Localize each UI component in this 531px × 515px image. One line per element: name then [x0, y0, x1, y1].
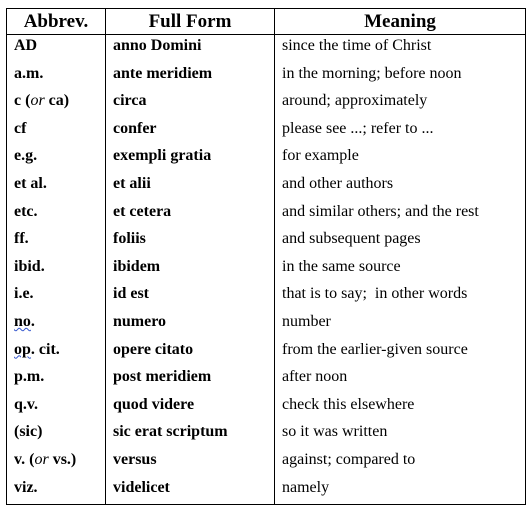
table-row [7, 145, 526, 173]
full-form-cell: id est [106, 283, 275, 311]
table-row [7, 421, 526, 449]
meaning-cell: around; approximately [275, 90, 526, 118]
table-row [7, 366, 526, 394]
full-form-cell: sic erat scriptum [106, 421, 275, 449]
abbrev-cell: viz. [7, 477, 106, 505]
abbrev-part: . cit. [30, 340, 60, 358]
spellcheck-underlined-text: no [14, 312, 31, 330]
full-form-cell: videlicet [106, 477, 275, 505]
full-form-cell: post meridiem [106, 366, 275, 394]
full-form-cell: confer [106, 118, 275, 146]
abbrev-part: ca) [44, 92, 70, 110]
table-row [7, 477, 526, 505]
abbrev-cell: a.m. [7, 63, 106, 91]
abbrev-cell: i.e. [7, 283, 106, 311]
full-form-cell: circa [106, 90, 275, 118]
meaning-cell: and other authors [275, 173, 526, 201]
meaning-cell: in the morning; before noon [275, 63, 526, 91]
header-abbrev: Abbrev. [7, 9, 106, 35]
abbrev-part: vs.) [48, 450, 77, 468]
abbrev-cell [7, 90, 106, 118]
abbrev-cell: etc. [7, 201, 106, 229]
table-row [7, 256, 526, 284]
table-row [7, 228, 526, 256]
table-row [7, 201, 526, 229]
meaning-cell: for example [275, 145, 526, 173]
abbreviations-table-container [6, 8, 525, 508]
table-row [7, 63, 526, 91]
header-full-form: Full Form [106, 9, 275, 35]
meaning-cell: in the same source [275, 256, 526, 284]
meaning-cell: against; compared to [275, 449, 526, 477]
abbrev-or-italic: or [30, 92, 45, 110]
abbrev-cell: AD [7, 35, 106, 63]
abbrev-cell: (sic) [7, 421, 106, 449]
abbrev-part: c ( [14, 92, 31, 110]
meaning-cell: since the time of Christ [275, 35, 526, 63]
abbrev-cell [7, 339, 106, 367]
full-form-cell: quod videre [106, 394, 275, 422]
abbrev-part: . [30, 312, 35, 330]
full-form-cell: numero [106, 311, 275, 339]
table-row [7, 311, 526, 339]
meaning-cell: that is to say; in other words [275, 283, 526, 311]
abbrev-cell: ibid. [7, 256, 106, 284]
header-meaning: Meaning [275, 9, 526, 35]
meaning-cell: number [275, 311, 526, 339]
abbrev-or-italic: or [34, 450, 49, 468]
table-row [7, 339, 526, 367]
meaning-cell: so it was written [275, 421, 526, 449]
meaning-cell: and similar others; and the rest [275, 201, 526, 229]
table-row [7, 118, 526, 146]
table-row [7, 173, 526, 201]
full-form-cell: et alii [106, 173, 275, 201]
full-form-cell: foliis [106, 228, 275, 256]
full-form-cell: anno Domini [106, 35, 275, 63]
meaning-cell: please see ...; refer to ... [275, 118, 526, 146]
abbrev-cell [7, 449, 106, 477]
meaning-cell: and subsequent pages [275, 228, 526, 256]
meaning-cell: after noon [275, 366, 526, 394]
table-row [7, 394, 526, 422]
abbreviations-table [6, 8, 526, 505]
abbrev-cell: p.m. [7, 366, 106, 394]
table-row [7, 283, 526, 311]
full-form-cell: ibidem [106, 256, 275, 284]
full-form-cell: ante meridiem [106, 63, 275, 91]
meaning-cell: namely [275, 477, 526, 505]
table-row [7, 449, 526, 477]
meaning-cell: check this elsewhere [275, 394, 526, 422]
table-row [7, 35, 526, 63]
spellcheck-underlined-text: op [14, 340, 31, 358]
header-row [7, 9, 526, 35]
abbrev-cell: e.g. [7, 145, 106, 173]
table-row [7, 90, 526, 118]
abbrev-part: v. ( [14, 450, 35, 468]
full-form-cell: opere citato [106, 339, 275, 367]
abbrev-cell: ff. [7, 228, 106, 256]
full-form-cell: versus [106, 449, 275, 477]
meaning-cell: from the earlier-given source [275, 339, 526, 367]
full-form-cell: exempli gratia [106, 145, 275, 173]
abbrev-cell: et al. [7, 173, 106, 201]
abbrev-cell: cf [7, 118, 106, 146]
abbrev-cell: q.v. [7, 394, 106, 422]
full-form-cell: et cetera [106, 201, 275, 229]
abbrev-cell [7, 311, 106, 339]
